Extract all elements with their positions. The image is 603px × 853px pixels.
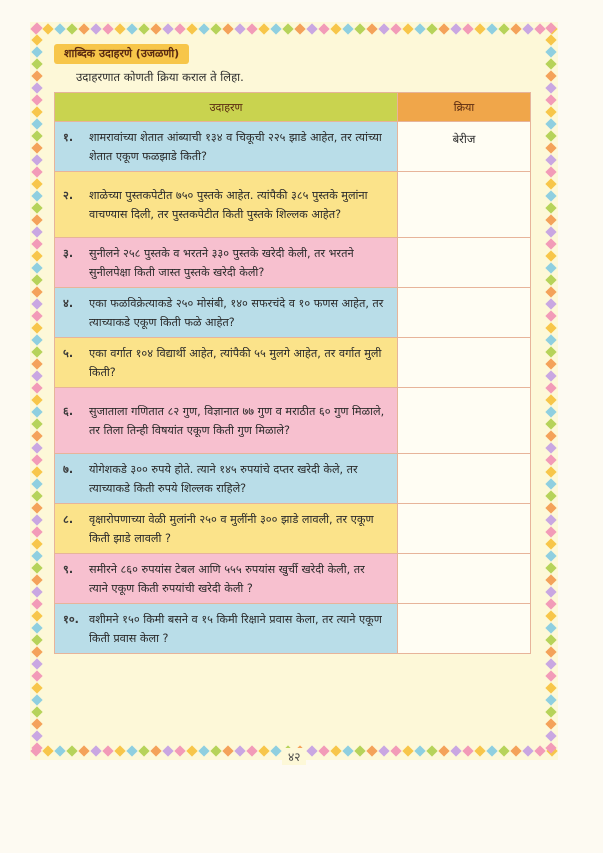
problem-number: ९.	[63, 562, 74, 576]
operation-answer-cell[interactable]	[398, 338, 531, 388]
table-row	[55, 504, 531, 554]
section-title-badge: शाब्दिक उदाहरणे (उजळणी)	[54, 44, 189, 64]
operation-answer-cell[interactable]	[398, 604, 531, 654]
table-row	[55, 288, 531, 338]
table-row	[55, 454, 531, 504]
problem-number: ६.	[63, 404, 74, 418]
example-cell	[55, 338, 398, 388]
operation-answer-cell[interactable]	[398, 238, 531, 288]
problem-number: ३.	[63, 246, 74, 260]
example-cell	[55, 504, 398, 554]
table-row	[55, 554, 531, 604]
column-header-operation: क्रिया	[398, 93, 531, 122]
example-cell	[55, 388, 398, 454]
problem-text: वृक्षारोपणाच्या वेळी मुलांनी २५० व मुलींनी ३०० झाडे लावली, तर एकूण किती झाडे लावली ?	[89, 512, 374, 545]
problem-number: १.	[63, 130, 74, 144]
problem-number: ४.	[63, 296, 74, 310]
operation-answer-cell[interactable]	[398, 388, 531, 454]
problem-number: ७.	[63, 462, 74, 476]
example-cell	[55, 604, 398, 654]
table-row	[55, 388, 531, 454]
problem-text: एका वर्गात १०४ विद्यार्थी आहेत, त्यांपैकी ५५ मुलगे आहेत, तर वर्गात मुली किती?	[89, 346, 382, 379]
operation-answer-cell[interactable]: बेरीज	[398, 122, 531, 172]
problem-text: सुनीलने २५८ पुस्तके व भरतने ३३० पुस्तके खरेदी केली, तर भरतने सुनीलपेक्षा किती जास्त पुस्तके खरेदी केली?	[89, 246, 354, 279]
problem-number: ५.	[63, 346, 74, 360]
table-row	[55, 338, 531, 388]
word-problems-table	[54, 92, 531, 654]
page-number: ४२	[282, 748, 306, 765]
decorative-border-left	[30, 22, 44, 760]
problem-text: योगेशकडे ३०० रुपये होते. त्याने १४५ रुपयांचे दप्तर खरेदी केले, तर त्याच्याकडे किती रुपये शिल्लक राहिले?	[89, 462, 358, 495]
problem-text: शामरावांच्या शेतात आंब्याची १३४ व चिकूची २२५ झाडे आहेत, तर त्यांच्या शेतात एकूण फळझाडे किती?	[89, 130, 382, 163]
problem-text: शाळेच्या पुस्तकपेटीत ७५० पुस्तके आहेत. त्यांपैकी ३८५ पुस्तके मुलांना वाचण्यास दिली, तर पुस्तकपेटीत किती पुस्तके शिल्लक आहेत?	[89, 188, 368, 221]
problem-text: सुजाताला गणितात ८२ गुण, विज्ञानात ७७ गुण व मराठीत ६० गुण मिळाले, तर तिला तिन्ही विषयांत एकूण किती गुण मिळाले?	[89, 404, 385, 437]
operation-answer-cell[interactable]	[398, 288, 531, 338]
decorative-border-right	[544, 22, 558, 760]
problem-number: ८.	[63, 512, 74, 526]
problem-number: १०.	[63, 612, 79, 626]
problem-text: एका फळविक्रेत्याकडे २५० मोसंबी, १४० सफरचंदे व १० फणस आहेत, तर त्याच्याकडे एकूण किती फळे आहेत?	[89, 296, 384, 329]
example-cell	[55, 172, 398, 238]
table-header-row	[55, 93, 531, 122]
problem-text: वशीमने १५० किमी बसने व १५ किमी रिक्षाने प्रवास केला, तर त्याने एकूण किती प्रवास केला ?	[89, 612, 382, 645]
example-cell	[55, 122, 398, 172]
problem-text: समीरने ८६० रुपयांस टेबल आणि ५५५ रुपयांस खुर्ची खरेदी केली, तर त्याने एकूण किती रुपयांची खरेदी केली ?	[89, 562, 365, 595]
table-row	[55, 238, 531, 288]
table-row	[55, 122, 531, 172]
example-cell	[55, 554, 398, 604]
example-cell	[55, 288, 398, 338]
operation-answer-cell[interactable]	[398, 172, 531, 238]
example-cell	[55, 238, 398, 288]
operation-answer-cell[interactable]	[398, 504, 531, 554]
operation-answer-cell[interactable]	[398, 454, 531, 504]
problem-number: २.	[63, 188, 74, 202]
table-row	[55, 172, 531, 238]
table-row	[55, 604, 531, 654]
example-cell	[55, 454, 398, 504]
column-header-example: उदाहरण	[55, 93, 398, 122]
operation-answer-cell[interactable]	[398, 554, 531, 604]
decorative-border-top	[30, 22, 558, 36]
instruction-text: उदाहरणात कोणती क्रिया कराल ते लिहा.	[76, 70, 244, 84]
